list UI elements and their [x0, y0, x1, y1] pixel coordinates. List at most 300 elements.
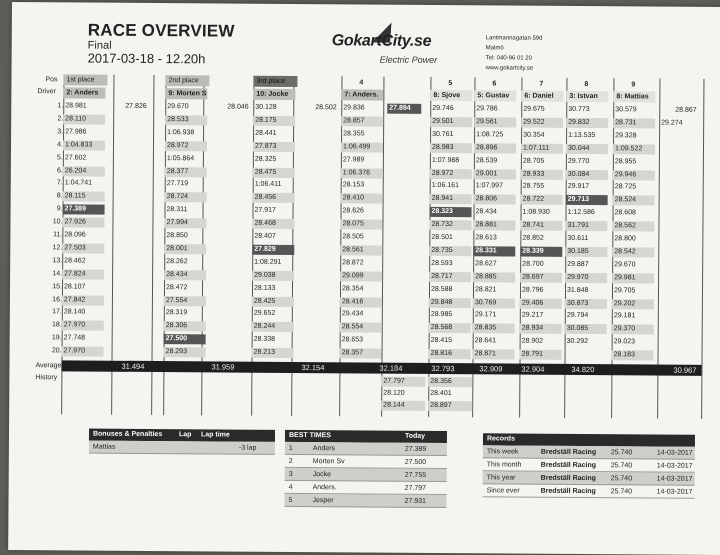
average-time: 31.494	[121, 361, 145, 371]
lap-time: 29.001	[474, 169, 516, 179]
lap-time: 28.568	[429, 323, 471, 333]
lap-time: 29.434	[341, 310, 364, 318]
lap-time: 28.425	[252, 296, 294, 306]
lap-number: 10.	[52, 218, 63, 226]
address-line: Tel: 040-96 01 20	[485, 55, 533, 62]
lap-time: 28.700	[522, 260, 544, 268]
best-name: Jesper	[312, 497, 334, 505]
lap-time: 28.416	[340, 297, 382, 307]
lap-time: 29.836	[343, 104, 365, 112]
lap-time: 28.554	[340, 323, 382, 333]
lap-time: 28.933	[521, 169, 563, 179]
lap-time: 29.887	[567, 260, 589, 268]
driver-name-box: 9: Morten S	[165, 88, 207, 99]
best-time: 27.755	[404, 471, 427, 479]
lap-time: 30.085	[565, 324, 607, 334]
company-address	[486, 33, 543, 73]
lap-time: 1:07.111	[521, 143, 563, 153]
lap-number: 18.	[51, 321, 62, 329]
lap-time: 28.183	[612, 350, 654, 360]
driver-name-box: 8: Mattias	[613, 91, 655, 102]
lap-time: 28.355	[343, 130, 365, 138]
lap-time: 28.434	[475, 208, 497, 216]
position-number: 4	[359, 79, 364, 87]
bonus-laptime: -3 lap	[238, 444, 257, 452]
lap-time: 1:04.833	[63, 140, 105, 150]
lap-time: 28.354	[341, 284, 364, 293]
lap-time: 28.293	[164, 347, 206, 357]
lap-time: 28.871	[473, 349, 515, 359]
lap-time: 29.501	[430, 117, 472, 127]
lap-time: 1:13.535	[568, 131, 596, 139]
lap-time: 28.626	[342, 207, 364, 215]
lap-time: 28.338	[253, 335, 276, 344]
best-rank: 5	[288, 496, 293, 504]
logo-text: GokartCity.se	[331, 32, 432, 50]
lap-time: 29.713	[566, 195, 608, 205]
best-times-header	[285, 430, 447, 443]
history-time: 28.356	[428, 377, 472, 387]
lap-time: 28.110	[63, 114, 105, 124]
lap-number: 9.	[56, 205, 63, 213]
lap-time: 26.204	[63, 166, 105, 176]
lap-time: 28.972	[165, 141, 207, 151]
lap-time: 28.501	[431, 233, 453, 242]
history-time: 28.144	[381, 401, 425, 411]
lap-number: 17.	[52, 308, 62, 316]
best-time: 27.797	[404, 484, 427, 492]
lap-time: 28.653	[341, 336, 364, 344]
lap-time: 27.748	[63, 334, 86, 342]
table-row	[285, 481, 447, 495]
lap-time: 29.746	[432, 104, 454, 113]
lap-time: 28.107	[63, 282, 86, 291]
lap-number: 16.	[52, 295, 62, 303]
lap-time: 29.705	[613, 286, 636, 294]
bonuses-penalties-table	[89, 429, 275, 455]
gokartcity-logo	[324, 22, 474, 73]
address-line: www.gokartcity.se	[485, 65, 534, 72]
best-name: Anders	[312, 445, 336, 453]
lap-time: 28.562	[612, 221, 654, 231]
lap-time: 28.985	[430, 311, 453, 319]
side-time: 28.502	[315, 104, 337, 112]
average-bar	[61, 360, 701, 375]
lap-time: 29.652	[253, 310, 276, 318]
race-type: Final	[87, 39, 112, 52]
best-time: 27.389	[404, 445, 427, 453]
lap-time: 30.354	[523, 131, 545, 139]
history-time: 28.401	[430, 389, 452, 398]
lap-time: 28.896	[474, 143, 516, 153]
lap-time: 28.468	[252, 219, 294, 229]
lap-time: 28.735	[429, 246, 471, 256]
lap-time: 1:07.997	[475, 182, 503, 190]
lap-time: 29.670	[167, 103, 189, 111]
average-label: Average	[35, 362, 62, 370]
lap-time: 28.934	[520, 324, 562, 334]
best-times-title: BEST TIMES	[288, 431, 332, 440]
lap-time: 29.786	[476, 105, 498, 113]
race-datetime: 2017-03-18 - 12.20h	[87, 50, 206, 67]
table-row	[285, 442, 447, 456]
lap-time: 28.472	[165, 283, 188, 291]
side-time: 27.826	[125, 102, 147, 110]
lap-time: 30.769	[473, 298, 515, 308]
lap-time: 28.542	[612, 247, 654, 257]
lap-time: 28.902	[521, 337, 544, 345]
side-time: 28.046	[227, 103, 249, 111]
lap-time: 29.217	[521, 311, 544, 320]
lap-time: 28.981	[65, 102, 87, 110]
lap-time: 31.791	[565, 221, 607, 231]
lap-time: 28.725	[614, 183, 637, 191]
records-rows	[483, 445, 695, 498]
lap-time: 29.023	[613, 338, 636, 346]
record-date: 14-03-2017	[656, 449, 693, 457]
lap-time: 28.613	[475, 234, 497, 242]
lap-time: 29.675	[523, 105, 545, 113]
lap-time: 1:09.522	[613, 144, 655, 154]
lap-time: 29.099	[340, 271, 382, 281]
lap-time: 1:08.930	[522, 208, 550, 216]
side-time: 28.867	[675, 106, 697, 114]
lap-time: 27.829	[252, 245, 294, 255]
lap-time: 27.926	[62, 217, 104, 227]
lap-time: 27.970	[62, 346, 104, 356]
lap-time: 28.850	[166, 232, 188, 240]
lap-time: 28.462	[64, 257, 86, 265]
lap-time: 28.791	[520, 350, 562, 360]
lap-time: 28.456	[253, 193, 295, 203]
lap-time: 1:06.161	[431, 182, 460, 190]
lap-time: 28.075	[340, 219, 382, 229]
record-date: 14-03-2017	[656, 462, 693, 470]
lap-time: 28.140	[63, 308, 86, 316]
logo-tagline: Electric Power	[379, 54, 438, 65]
bonus-driver: Mattias	[92, 443, 116, 451]
lap-time: 28.153	[342, 181, 365, 189]
driver-name-box: 6: Daniel	[521, 91, 563, 102]
position-box: 3rd place	[253, 76, 297, 87]
lap-time: 29.202	[612, 299, 654, 309]
lap-time: 30.292	[566, 338, 589, 346]
best-time: 27.931	[404, 497, 426, 505]
lap-time: 29.946	[613, 170, 655, 180]
lap-time: 1:12.586	[567, 209, 595, 217]
lap-time: 29.917	[567, 183, 590, 191]
lap-time: 28.972	[430, 168, 472, 178]
record-date: 14-03-2017	[656, 488, 693, 496]
average-time: 30.967	[673, 365, 697, 375]
lap-time: 28.697	[520, 272, 562, 282]
lap-number: 14.	[52, 269, 63, 278]
lap-time: 29.981	[612, 273, 654, 283]
history-time: 28.897	[428, 401, 472, 411]
lap-time: 27.873	[253, 141, 295, 151]
lap-time: 28.311	[166, 206, 188, 214]
lap-time: 28.244	[252, 322, 294, 332]
position-number: 7	[539, 80, 544, 88]
best-time: 27.500	[404, 458, 427, 466]
lap-time: 27.986	[65, 128, 87, 136]
lap-time: 28.561	[340, 245, 382, 255]
lap-time: 29.370	[612, 324, 654, 334]
lap-time: 29.970	[565, 273, 607, 283]
lap-time: 29.522	[521, 117, 563, 127]
best-name: Anders.	[312, 484, 337, 492]
lap-number: 2.	[57, 115, 64, 123]
driver-name-box: 5: Gustav	[474, 90, 516, 101]
lap-time: 28.852	[522, 234, 544, 242]
lap-time: 28.885	[473, 272, 515, 282]
lap-time: 28.983	[430, 143, 472, 153]
table-row	[285, 468, 447, 482]
best-times-table	[284, 430, 447, 508]
lap-number: 19.	[51, 334, 62, 342]
lap-number: 15.	[52, 282, 63, 290]
lap-time: 28.641	[474, 337, 497, 345]
lap-time: 28.325	[254, 155, 277, 163]
record-team: Bredställ Racing	[540, 487, 596, 496]
history-time: 27.797	[381, 377, 425, 387]
lap-time: 28.262	[166, 257, 188, 266]
record-time: 25.740	[610, 475, 633, 483]
history-time: 28.120	[383, 389, 405, 397]
lap-number: 5.	[57, 153, 63, 161]
history-label: History	[35, 374, 58, 382]
position-number: 9	[631, 81, 636, 89]
record-period: Since ever	[486, 487, 520, 495]
driver-name-box: 7: Anders.	[341, 89, 383, 100]
lap-time: 28.115	[63, 192, 105, 202]
lap-time: 28.441	[255, 129, 277, 137]
lap-time: 29.770	[567, 157, 590, 165]
position-number: 5	[448, 80, 453, 88]
lap-time: 1:08.725	[476, 131, 504, 139]
table-row	[284, 494, 446, 508]
position-box: 1st place	[63, 74, 107, 85]
lap-times-grid	[35, 74, 703, 410]
lap-time: 28.593	[431, 259, 453, 267]
best-name: Jocke	[312, 471, 332, 479]
lap-number: 20.	[51, 347, 62, 355]
lap-time: 27.602	[64, 153, 87, 162]
lap-time: 1:06.499	[341, 142, 383, 152]
lap-time: 28.724	[165, 192, 207, 202]
position-number: 8	[584, 80, 589, 89]
lap-time: 28.505	[342, 233, 364, 241]
pos-label: Pos	[45, 76, 58, 84]
lap-time: 28.533	[165, 115, 207, 125]
extra-lap-time: 29.274	[661, 119, 683, 127]
lap-time: 27.500	[164, 334, 206, 344]
bonuses-title: Bonuses & Penalties	[92, 430, 163, 439]
lap-time: 1:07.988	[431, 156, 460, 164]
record-team: Bredställ Racing	[540, 448, 597, 457]
lap-time: 28.857	[341, 116, 383, 126]
average-time: 32.793	[431, 363, 455, 374]
average-time: 32.154	[301, 363, 325, 373]
lap-time: 30.873	[565, 298, 607, 308]
record-team: Bredställ Racing	[540, 461, 597, 470]
best-rank: 4	[288, 483, 293, 491]
lap-time: 29.670	[614, 261, 636, 269]
lap-time: 28.539	[475, 156, 498, 164]
lap-time: 28.319	[165, 309, 188, 317]
record-time: 25.740	[610, 462, 633, 470]
col-today: Today	[404, 432, 426, 440]
best-rank: 2	[288, 457, 293, 465]
lap-time: 27.824	[62, 269, 104, 279]
lap-time: 28.821	[474, 285, 497, 293]
lap-time: 29.561	[474, 117, 516, 127]
lap-time: 27.970	[62, 321, 104, 331]
average-time: 34.820	[571, 364, 595, 375]
lap-time: 28.955	[614, 157, 637, 165]
lap-time: 30.579	[615, 106, 637, 114]
race-overview-sheet	[8, 2, 720, 555]
record-team: Bredställ Racing	[540, 474, 596, 483]
lap-number: 13.	[52, 257, 63, 265]
lap-time: 28.608	[614, 209, 636, 217]
best-rank: 1	[288, 444, 293, 452]
grid-line	[701, 79, 704, 419]
lap-time: 1:06.376	[341, 168, 383, 178]
lap-time: 28.872	[342, 259, 364, 267]
lap-time: 29.832	[566, 118, 608, 128]
lap-time: 29.038	[252, 270, 294, 280]
lap-time: 27.842	[62, 295, 104, 305]
best-name: Morten Sv	[312, 458, 345, 466]
lap-time: 28.816	[429, 349, 471, 359]
lap-time: 27.719	[166, 180, 189, 188]
lap-number: 6.	[56, 166, 63, 174]
lap-time: 28.175	[253, 116, 295, 126]
col-laptime: Lap time	[200, 431, 230, 439]
lap-time: 28.806	[474, 195, 516, 205]
average-time: 32.184	[379, 363, 403, 373]
table-row	[285, 455, 447, 469]
lap-time: 30.773	[568, 105, 590, 114]
lap-number: 7.	[56, 179, 63, 187]
position-box: 2nd place	[165, 75, 209, 86]
lap-time: 28.881	[473, 220, 515, 230]
lap-time: 28.800	[614, 235, 636, 243]
position-number: 6	[492, 80, 497, 88]
lap-time: 28.323	[430, 207, 472, 217]
driver-label: Driver	[37, 88, 57, 96]
lap-number: 1.	[57, 102, 64, 110]
record-date: 14-03-2017	[656, 475, 693, 483]
lap-time: 28.133	[253, 284, 276, 292]
lap-time: 30.611	[567, 234, 589, 243]
lap-time: 28.705	[522, 157, 545, 165]
lap-time: 30.761	[432, 130, 454, 138]
lap-time: 1:04.741	[64, 179, 93, 187]
lap-time: 28.588	[430, 285, 453, 293]
driver-name-box: 10: Jocke	[253, 89, 295, 100]
lap-number: 12.	[52, 244, 63, 252]
average-time: 31.959	[211, 362, 235, 372]
lap-time: 29.406	[520, 298, 562, 308]
records-title: Records	[486, 435, 516, 443]
lap-time: 30.185	[565, 247, 607, 257]
record-time: 25.740	[610, 449, 633, 457]
lap-time: 27.989	[342, 155, 365, 164]
lap-time: 27.917	[254, 206, 276, 215]
lap-time: 27.503	[62, 243, 104, 253]
lap-time: 28.627	[475, 260, 497, 268]
lap-time: 28.475	[253, 167, 295, 177]
table-row	[89, 441, 275, 455]
record-period: This month	[486, 461, 522, 469]
lap-number: 3.	[57, 128, 64, 136]
lap-time: 27.994	[164, 218, 206, 228]
lap-time: 31.848	[566, 286, 589, 294]
lap-time: 29.181	[613, 312, 636, 320]
best-rank: 3	[288, 470, 293, 478]
lap-time: 28.941	[430, 194, 472, 204]
record-period: This year	[486, 474, 516, 482]
lap-time: 28.434	[164, 270, 206, 280]
address-line: Malmö	[485, 45, 504, 52]
lap-time: 28.339	[520, 246, 562, 256]
lap-time: 27.389	[63, 205, 105, 215]
lap-time: 29.328	[615, 132, 637, 140]
lap-time: 29.848	[429, 297, 471, 307]
col-lap: Lap	[178, 431, 192, 439]
address-line: Lantmannagatan 59d	[485, 35, 543, 42]
lap-time: 28.741	[520, 221, 562, 231]
lap-time: 29.171	[474, 311, 497, 319]
side-time: 27.894	[387, 104, 421, 114]
average-time: 32.909	[479, 364, 503, 374]
average-time: 32.904	[521, 364, 545, 374]
lap-number: 8.	[56, 192, 63, 200]
driver-name-box: 3: Istvan	[566, 91, 608, 102]
lap-time: 28.731	[613, 118, 655, 128]
lap-time: 1:08.291	[254, 258, 282, 266]
lap-time: 28.001	[164, 244, 206, 254]
lap-number: 4.	[57, 141, 64, 149]
best-times-rows	[284, 442, 446, 508]
lap-time: 30.128	[255, 103, 277, 111]
lap-time: 28.096	[64, 231, 86, 239]
lap-time: 30.084	[566, 169, 608, 179]
lap-time: 29.794	[566, 312, 589, 320]
lap-time: 28.835	[473, 324, 515, 334]
lap-time: 28.796	[521, 286, 544, 294]
lap-time: 28.415	[430, 337, 453, 345]
driver-name-box: 2: Anders	[63, 87, 105, 98]
lap-time: 28.524	[613, 195, 655, 205]
lap-number: 11.	[53, 231, 63, 239]
lap-time: 28.213	[252, 348, 294, 358]
lap-time: 28.357	[340, 348, 382, 358]
records-table	[483, 433, 695, 498]
record-time: 25.740	[610, 488, 633, 496]
lap-time: 1:06.411	[254, 181, 282, 189]
lap-time: 28.722	[521, 195, 563, 205]
table-row	[483, 484, 695, 498]
lap-time: 28.410	[341, 194, 383, 204]
lap-time: 1:05.864	[166, 154, 195, 162]
lap-time: 28.377	[165, 167, 207, 177]
lap-time: 1:06.938	[167, 128, 195, 137]
lap-time: 28.717	[429, 272, 471, 282]
record-period: This week	[486, 448, 519, 456]
